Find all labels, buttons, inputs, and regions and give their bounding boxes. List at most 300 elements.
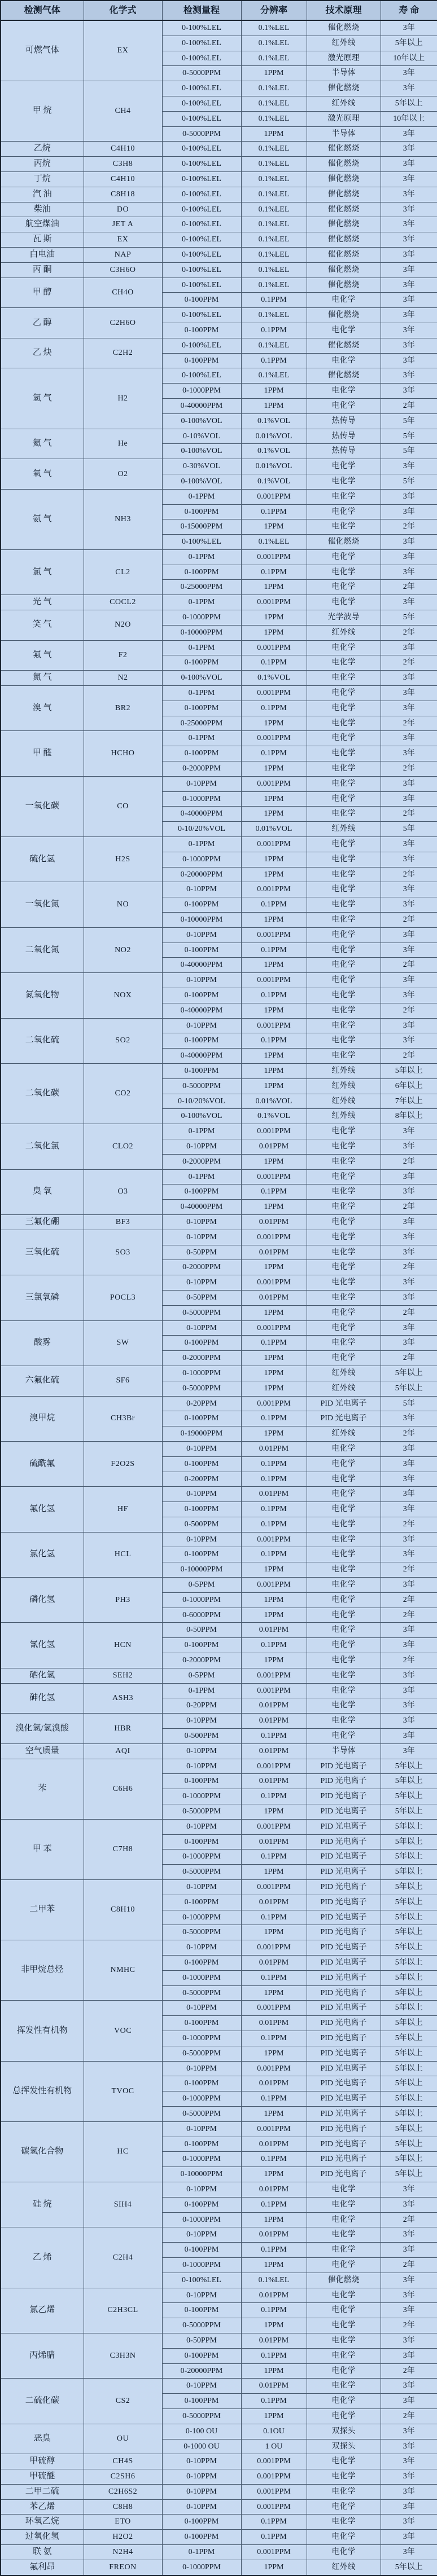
life-cell: 8年以上 — [381, 1109, 437, 1124]
principle-cell: PID 光电离子 — [307, 2106, 381, 2121]
resolution-cell: 1PPM — [241, 761, 307, 777]
principle-cell: PID 光电离子 — [307, 2061, 381, 2076]
range-cell: 0-100PPM — [162, 1336, 241, 1351]
resolution-cell: 0.1OU — [241, 2424, 307, 2439]
range-cell: 0-25000PPM — [162, 580, 241, 595]
range-cell: 0-100PPM — [162, 701, 241, 716]
range-cell: 0-20PPM — [162, 1396, 241, 1411]
formula-cell: C2H3CL — [84, 2288, 162, 2333]
formula-cell: C7H8 — [84, 1819, 162, 1879]
resolution-cell: 0.1%LEL — [241, 368, 307, 384]
gas-name-cell: 氯化氢 — [1, 1532, 84, 1577]
principle-cell: 电化学 — [307, 1320, 381, 1336]
range-cell: 0-10/20%VOL — [162, 822, 241, 837]
principle-cell: PID 光电离子 — [307, 1940, 381, 1956]
resolution-cell: 0.001PPM — [241, 1275, 307, 1291]
gas-name-cell: 氧 气 — [1, 459, 84, 490]
range-cell: 0-5000PPM — [162, 2408, 241, 2424]
formula-cell: SW — [84, 1320, 162, 1366]
life-cell: 3年 — [381, 247, 437, 262]
formula-cell: C2H6O — [84, 308, 162, 338]
formula-cell: SEH2 — [84, 1668, 162, 1683]
principle-cell: PID 光电离子 — [307, 1985, 381, 2001]
resolution-cell: 1PPM — [241, 958, 307, 973]
range-cell: 0-100%LEL — [162, 247, 241, 262]
life-cell: 5年以上 — [381, 1895, 437, 1910]
resolution-cell: 0.1%LEL — [241, 81, 307, 96]
resolution-cell: 0.001PPM — [241, 1532, 307, 1547]
range-cell: 0-100PPM — [162, 1547, 241, 1562]
table-row — [1, 171, 437, 187]
principle-cell: 催化燃烧 — [307, 338, 381, 353]
formula-cell: C2H2 — [84, 338, 162, 368]
gas-name-cell: 苯乙烯 — [1, 2499, 84, 2515]
range-cell: 0-100PPM — [162, 2243, 241, 2258]
gas-name-cell: 氮 气 — [1, 671, 84, 686]
resolution-cell: 0.1PPM — [241, 1970, 307, 1985]
gas-name-cell: 溴 气 — [1, 686, 84, 731]
gas-name-cell: 二硫化碳 — [1, 2379, 84, 2424]
life-cell: 5年 — [381, 444, 437, 459]
header-gas: 检测气体 — [1, 1, 84, 20]
table-row — [1, 671, 437, 686]
resolution-cell: 0.1%VOL — [241, 413, 307, 429]
table-row — [1, 157, 437, 172]
resolution-cell: 0.01PPM — [241, 1834, 307, 1850]
range-cell: 0-100PPM — [162, 655, 241, 671]
range-cell: 0-100PPM — [162, 504, 241, 519]
range-cell: 0-10PPM — [162, 2288, 241, 2303]
principle-cell: 电化学 — [307, 2515, 381, 2530]
resolution-cell: 0.1PPM — [241, 1729, 307, 1744]
range-cell: 0-1000PPM — [162, 2560, 241, 2575]
principle-cell: 电化学 — [307, 701, 381, 716]
gas-name-cell: 氨 气 — [1, 489, 84, 549]
formula-cell: C6H6 — [84, 1759, 162, 1819]
principle-cell: PID 光电离子 — [307, 1774, 381, 1789]
life-cell: 3年 — [381, 2243, 437, 2258]
gas-name-cell: 环氧乙烷 — [1, 2515, 84, 2530]
range-cell: 0-10PPM — [162, 2379, 241, 2394]
range-cell: 0-1PPM — [162, 1124, 241, 1139]
range-cell: 0-100%LEL — [162, 20, 241, 36]
gas-name-cell: 一氧化氮 — [1, 882, 84, 927]
life-cell: 3年 — [381, 202, 437, 217]
resolution-cell: 1PPM — [241, 1351, 307, 1366]
header-range: 检测量程 — [162, 1, 241, 20]
life-cell: 3年 — [381, 1275, 437, 1291]
life-cell: 5年以上 — [381, 1850, 437, 1865]
gas-name-cell: 白电油 — [1, 247, 84, 262]
formula-cell: BF3 — [84, 1214, 162, 1230]
principle-cell: 电化学 — [307, 943, 381, 958]
life-cell: 5年以上 — [381, 2152, 437, 2167]
resolution-cell: 0.1PPM — [241, 2303, 307, 2318]
resolution-cell: 0.1PPM — [241, 504, 307, 519]
resolution-cell: 1PPM — [241, 1985, 307, 2001]
life-cell: 5年以上 — [381, 1834, 437, 1850]
life-cell: 3年 — [381, 171, 437, 187]
principle-cell: PID 光电离子 — [307, 1411, 381, 1426]
principle-cell: 电化学 — [307, 2303, 381, 2318]
principle-cell: PID 光电离子 — [307, 2152, 381, 2167]
principle-cell: 催化燃烧 — [307, 142, 381, 157]
range-cell: 0-100%LEL — [162, 338, 241, 353]
life-cell: 3年 — [381, 278, 437, 293]
range-cell: 0-100%LEL — [162, 187, 241, 202]
range-cell: 0-20000PPM — [162, 867, 241, 882]
principle-cell: 电化学 — [307, 1547, 381, 1562]
range-cell: 0-2000PPM — [162, 761, 241, 777]
resolution-cell: 1PPM — [241, 716, 307, 731]
principle-cell: 电化学 — [307, 2348, 381, 2363]
table-row — [1, 2469, 437, 2485]
principle-cell: 电化学 — [307, 1517, 381, 1532]
range-cell: 0-100%VOL — [162, 413, 241, 429]
principle-cell: 电化学 — [307, 384, 381, 399]
resolution-cell: 0.1PPM — [241, 2394, 307, 2409]
table-header — [1, 1, 437, 20]
gas-name-cell: 氦 气 — [1, 429, 84, 459]
life-cell: 3年 — [381, 1683, 437, 1698]
resolution-cell: 1PPM — [241, 1078, 307, 1094]
life-cell: 3年 — [381, 1230, 437, 1245]
range-cell: 0-100PPM — [162, 293, 241, 308]
range-cell: 0-100%LEL — [162, 171, 241, 187]
table-row — [1, 973, 437, 988]
principle-cell: 电化学 — [307, 2545, 381, 2560]
life-cell: 3年 — [381, 262, 437, 278]
resolution-cell: 0.001PPM — [241, 1018, 307, 1033]
resolution-cell: 1PPM — [241, 2106, 307, 2121]
resolution-cell: 0.001PPM — [241, 1668, 307, 1683]
range-cell: 0-100PPM — [162, 2394, 241, 2409]
range-cell: 0-2000PPM — [162, 1653, 241, 1668]
resolution-cell: 0.1PPM — [241, 988, 307, 1003]
header-row — [1, 1, 437, 20]
gas-name-cell: 乙 烯 — [1, 2227, 84, 2288]
gas-name-cell: 空气质量 — [1, 1743, 84, 1759]
resolution-cell: 1PPM — [241, 1154, 307, 1169]
range-cell: 0-100%LEL — [162, 202, 241, 217]
life-cell: 5年以上 — [381, 36, 437, 51]
life-cell: 3年 — [381, 20, 437, 36]
principle-cell: 红外线 — [307, 1078, 381, 1094]
range-cell: 0-100PPM — [162, 2515, 241, 2530]
range-cell: 0-5000PPM — [162, 66, 241, 81]
principle-cell: 红外线 — [307, 96, 381, 111]
range-cell: 0-100PPM — [162, 2530, 241, 2545]
principle-cell: PID 光电离子 — [307, 1804, 381, 1820]
life-cell: 3年 — [381, 565, 437, 580]
table-row — [1, 1668, 437, 1683]
range-cell: 0-10PPM — [162, 1275, 241, 1291]
principle-cell: 电化学 — [307, 2333, 381, 2348]
gas-name-cell: 柴油 — [1, 202, 84, 217]
gas-name-cell: 二氧化氮 — [1, 927, 84, 972]
principle-cell: PID 光电离子 — [307, 2137, 381, 2152]
life-cell: 3年 — [381, 2439, 437, 2454]
gas-name-cell: 氯乙烯 — [1, 2288, 84, 2333]
range-cell: 0-100PPM — [162, 1063, 241, 1078]
life-cell: 2年 — [381, 1653, 437, 1668]
life-cell: 5年以上 — [381, 1880, 437, 1895]
formula-cell: H2 — [84, 368, 162, 429]
resolution-cell: 0.1PPM — [241, 1472, 307, 1487]
principle-cell: 电化学 — [307, 852, 381, 867]
resolution-cell: 0.1%LEL — [241, 247, 307, 262]
table-row — [1, 2333, 437, 2348]
principle-cell: 电化学 — [307, 1668, 381, 1683]
principle-cell: 电化学 — [307, 897, 381, 913]
resolution-cell: 0.1PPM — [241, 1411, 307, 1426]
life-cell: 5年以上 — [381, 2560, 437, 2575]
life-cell: 7年以上 — [381, 1094, 437, 1109]
principle-cell: 双探头 — [307, 2424, 381, 2439]
resolution-cell: 1PPM — [241, 1925, 307, 1940]
gas-name-cell: 三氯氧磷 — [1, 1275, 84, 1320]
resolution-cell: 0.001PPM — [241, 973, 307, 988]
life-cell: 5年以上 — [381, 1910, 437, 1925]
life-cell: 3年 — [381, 791, 437, 807]
gas-name-cell: 三氧化硫 — [1, 1230, 84, 1275]
range-cell: 0-40000PPM — [162, 398, 241, 413]
table-row — [1, 338, 437, 353]
resolution-cell: 0.1PPM — [241, 701, 307, 716]
range-cell: 0-10PPM — [162, 2182, 241, 2197]
range-cell: 0-40000PPM — [162, 807, 241, 822]
formula-cell: SO3 — [84, 1230, 162, 1275]
life-cell: 3年 — [381, 187, 437, 202]
life-cell: 5年以上 — [381, 1970, 437, 1985]
principle-cell: 催化燃烧 — [307, 308, 381, 323]
resolution-cell: 1PPM — [241, 1003, 307, 1018]
range-cell: 0-10PPM — [162, 1759, 241, 1774]
life-cell: 3年 — [381, 2273, 437, 2288]
range-cell: 0-5PPM — [162, 1668, 241, 1683]
range-cell: 0-10PPM — [162, 1819, 241, 1834]
principle-cell: 电化学 — [307, 549, 381, 565]
range-cell: 0-15000PPM — [162, 519, 241, 535]
formula-cell: NO — [84, 882, 162, 927]
resolution-cell: 1 OU — [241, 2439, 307, 2454]
principle-cell: PID 光电离子 — [307, 2121, 381, 2137]
life-cell: 2年 — [381, 807, 437, 822]
life-cell: 3年 — [381, 1502, 437, 1517]
table-row — [1, 927, 437, 943]
life-cell: 3年 — [381, 595, 437, 610]
principle-cell: 电化学 — [307, 1275, 381, 1291]
resolution-cell: 1PPM — [241, 580, 307, 595]
principle-cell: 电化学 — [307, 504, 381, 519]
life-cell: 5年以上 — [381, 1789, 437, 1804]
formula-cell: EX — [84, 20, 162, 81]
formula-cell: C3H8 — [84, 157, 162, 172]
resolution-cell: 0.1PPM — [241, 2197, 307, 2212]
resolution-cell: 0.1%VOL — [241, 444, 307, 459]
resolution-cell: 0.001PPM — [241, 1230, 307, 1245]
resolution-cell: 0.001PPM — [241, 776, 307, 791]
table-row — [1, 1683, 437, 1698]
principle-cell: 电化学 — [307, 1049, 381, 1064]
table-row — [1, 247, 437, 262]
table-row — [1, 640, 437, 655]
gas-name-cell: 氮氧化物 — [1, 973, 84, 1018]
range-cell: 0-10PPM — [162, 1139, 241, 1154]
gas-name-cell: 丙烯腈 — [1, 2333, 84, 2378]
principle-cell: 电化学 — [307, 1487, 381, 1502]
principle-cell: 电化学 — [307, 1578, 381, 1593]
resolution-cell: 0.1PPM — [241, 897, 307, 913]
life-cell: 3年 — [381, 2227, 437, 2243]
gas-name-cell: 磷化氢 — [1, 1578, 84, 1623]
resolution-cell: 0.1PPM — [241, 2152, 307, 2167]
principle-cell: 电化学 — [307, 958, 381, 973]
table-row — [1, 20, 437, 36]
life-cell: 3年 — [381, 2333, 437, 2348]
life-cell: 5年以上 — [381, 2061, 437, 2076]
gas-name-cell: 砷化氢 — [1, 1683, 84, 1714]
resolution-cell: 0.1PPM — [241, 2515, 307, 2530]
principle-cell: 电化学 — [307, 580, 381, 595]
principle-cell: 电化学 — [307, 2484, 381, 2499]
formula-cell: OU — [84, 2424, 162, 2454]
life-cell: 3年 — [381, 943, 437, 958]
life-cell: 3年 — [381, 1139, 437, 1154]
life-cell: 5年以上 — [381, 2091, 437, 2107]
range-cell: 0-2000PPM — [162, 1351, 241, 1366]
life-cell: 3年 — [381, 1290, 437, 1305]
resolution-cell: 1PPM — [241, 519, 307, 535]
resolution-cell: 0.1%LEL — [241, 262, 307, 278]
life-cell: 3年 — [381, 1441, 437, 1456]
table-row — [1, 308, 437, 323]
principle-cell: 电化学 — [307, 761, 381, 777]
principle-cell: 电化学 — [307, 459, 381, 474]
life-cell: 3年 — [381, 731, 437, 746]
resolution-cell: 1PPM — [241, 807, 307, 822]
range-cell: 0-10PPM — [162, 1880, 241, 1895]
formula-cell: SIH4 — [84, 2182, 162, 2227]
table-row — [1, 2515, 437, 2530]
principle-cell: 电化学 — [307, 1336, 381, 1351]
life-cell: 5年以上 — [381, 96, 437, 111]
life-cell: 3年 — [381, 776, 437, 791]
life-cell: 3年 — [381, 897, 437, 913]
life-cell: 5年以上 — [381, 2001, 437, 2016]
principle-cell: 电化学 — [307, 2499, 381, 2515]
resolution-cell: 0.01%VOL — [241, 459, 307, 474]
life-cell: 3年 — [381, 2424, 437, 2439]
life-cell: 5年以上 — [381, 1774, 437, 1789]
range-cell: 0-100%LEL — [162, 51, 241, 66]
principle-cell: 电化学 — [307, 1351, 381, 1366]
resolution-cell: 0.001PPM — [241, 2469, 307, 2485]
range-cell: 0-100PPM — [162, 2076, 241, 2091]
life-cell: 3年 — [381, 2515, 437, 2530]
resolution-cell: 0.1%LEL — [241, 111, 307, 126]
resolution-cell: 0.1%LEL — [241, 157, 307, 172]
resolution-cell: 0.01PPM — [241, 2379, 307, 2394]
resolution-cell: 0.001PPM — [241, 1940, 307, 1956]
resolution-cell: 1PPM — [241, 1305, 307, 1320]
range-cell: 0-1000 OU — [162, 2439, 241, 2454]
life-cell: 3年 — [381, 2394, 437, 2409]
range-cell: 0-100PPM — [162, 565, 241, 580]
range-cell: 0-10PPM — [162, 1441, 241, 1456]
range-cell: 0-10PPM — [162, 927, 241, 943]
principle-cell: 光学波导 — [307, 610, 381, 626]
life-cell: 3年 — [381, 1336, 437, 1351]
life-cell: 3年 — [381, 2454, 437, 2469]
table-row — [1, 217, 437, 232]
principle-cell: 电化学 — [307, 988, 381, 1003]
table-row — [1, 2454, 437, 2469]
life-cell: 5年以上 — [381, 1925, 437, 1940]
gas-name-cell: 硫化氢 — [1, 837, 84, 882]
resolution-cell: 0.01PPM — [241, 2227, 307, 2243]
formula-cell: NH3 — [84, 489, 162, 549]
life-cell: 3年 — [381, 142, 437, 157]
resolution-cell: 1PPM — [241, 791, 307, 807]
gas-name-cell: 乙 炔 — [1, 338, 84, 368]
resolution-cell: 0.1%VOL — [241, 1109, 307, 1124]
range-cell: 0-2000PPM — [162, 1260, 241, 1275]
principle-cell: 红外线 — [307, 1426, 381, 1442]
resolution-cell: 0.1PPM — [241, 293, 307, 308]
table-row — [1, 1275, 437, 1291]
life-cell: 3年 — [381, 1743, 437, 1759]
life-cell: 2年 — [381, 1305, 437, 1320]
principle-cell: 电化学 — [307, 489, 381, 504]
table-row — [1, 142, 437, 157]
principle-cell: 红外线 — [307, 2560, 381, 2575]
life-cell: 3年 — [381, 157, 437, 172]
principle-cell: 电化学 — [307, 1532, 381, 1547]
resolution-cell: 0.1%VOL — [241, 474, 307, 489]
resolution-cell: 0.1PPM — [241, 746, 307, 761]
gas-name-cell: 臭 氧 — [1, 1169, 84, 1214]
range-cell: 0-1PPM — [162, 2545, 241, 2560]
resolution-cell: 1PPM — [241, 852, 307, 867]
resolution-cell: 0.001PPM — [241, 2454, 307, 2469]
principle-cell: PID 光电离子 — [307, 1970, 381, 1985]
resolution-cell: 0.01PPM — [241, 1895, 307, 1910]
range-cell: 0-1PPM — [162, 1169, 241, 1184]
principle-cell: 激光原理 — [307, 51, 381, 66]
resolution-cell: 1PPM — [241, 66, 307, 81]
gas-name-cell: 乙 醇 — [1, 308, 84, 338]
life-cell: 2年 — [381, 398, 437, 413]
resolution-cell: 0.01PPM — [241, 1956, 307, 1971]
resolution-cell: 0.01%VOL — [241, 429, 307, 444]
range-cell: 0-100PPM — [162, 1956, 241, 1971]
formula-cell: COCL2 — [84, 595, 162, 610]
resolution-cell: 0.1%VOL — [241, 671, 307, 686]
life-cell: 5年以上 — [381, 2076, 437, 2091]
gas-name-cell: 甲 烷 — [1, 81, 84, 142]
principle-cell: 电化学 — [307, 2227, 381, 2243]
range-cell: 0-100%LEL — [162, 157, 241, 172]
range-cell: 0-5000PPM — [162, 1804, 241, 1820]
table-row — [1, 278, 437, 293]
life-cell: 3年 — [381, 701, 437, 716]
gas-name-cell: 丁烷 — [1, 171, 84, 187]
life-cell: 3年 — [381, 973, 437, 988]
gas-name-cell: 氢 气 — [1, 368, 84, 429]
resolution-cell: 0.01PPM — [241, 1139, 307, 1154]
gas-name-cell: 氟 气 — [1, 640, 84, 671]
